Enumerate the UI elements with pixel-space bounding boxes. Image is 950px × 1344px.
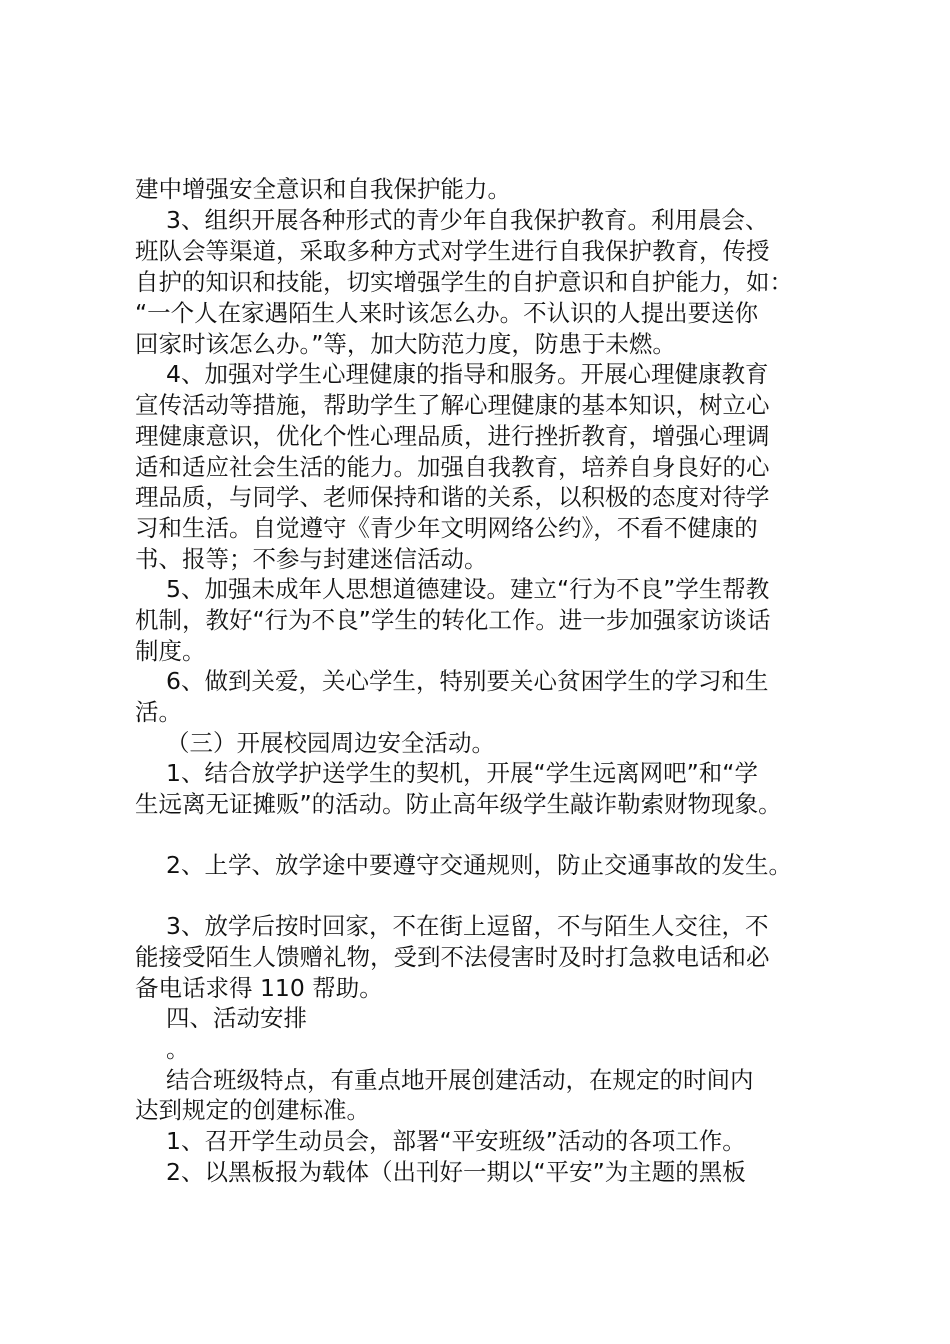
text-line: 2、上学、放学途中要遵守交通规则，防止交通事故的发生。	[166, 851, 792, 879]
text-line: 。	[166, 1035, 190, 1063]
text-line: 习和生活。自觉遵守《青少年文明网络公约》，不看不健康的	[135, 514, 758, 542]
text-line: 2、以黑板报为载体（出刊好一期以“平安”为主题的黑板	[166, 1158, 746, 1186]
text-line: 理品质，与同学、老师保持和谐的关系，以积极的态度对待学	[135, 483, 770, 511]
text-line: 宣传活动等措施，帮助学生了解心理健康的基本知识，树立心	[135, 391, 770, 419]
section-heading: 四、活动安排	[166, 1004, 307, 1032]
text-line: 生远离无证摊贩”的活动。防止高年级学生敲诈勒索财物现象。	[135, 790, 782, 818]
text-line: 1、结合放学护送学生的契机，开展“学生远离网吧”和“学	[166, 759, 758, 787]
text-line: 班队会等渠道，采取多种方式对学生进行自我保护教育，传授	[135, 237, 770, 265]
text-line: 自护的知识和技能，切实增强学生的自护意识和自护能力，如：	[135, 268, 793, 296]
text-line: 6、做到关爱，关心学生，特别要关心贫困学生的学习和生	[166, 667, 769, 695]
text-line: 备电话求得 110 帮助。	[135, 974, 383, 1002]
text-line: 书、报等；不参与封建迷信活动。	[135, 545, 488, 573]
text-line: 适和适应社会生活的能力。加强自我教育，培养自身良好的心	[135, 453, 770, 481]
text-line: 达到规定的创建标准。	[135, 1096, 370, 1124]
text-line: 结合班级特点，有重点地开展创建活动，在规定的时间内	[166, 1066, 754, 1094]
text-line: 能接受陌生人馈赠礼物，受到不法侵害时及时打急救电话和必	[135, 943, 770, 971]
text-line: 制度。	[135, 637, 206, 665]
text-line: 活。	[135, 698, 182, 726]
text-line: 建中增强安全意识和自我保护能力。	[135, 175, 511, 203]
text-line: 理健康意识，优化个性心理品质，进行挫折教育，增强心理调	[135, 422, 770, 450]
text-line: 4、加强对学生心理健康的指导和服务。开展心理健康教育	[166, 360, 769, 388]
text-line: 5、加强未成年人思想道德建设。建立“行为不良”学生帮教	[166, 575, 770, 603]
text-line: 3、放学后按时回家，不在街上逗留，不与陌生人交往，不	[166, 912, 769, 940]
text-line: “一个人在家遇陌生人来时该怎么办。不认识的人提出要送你	[135, 299, 759, 327]
text-line: 1、召开学生动员会，部署“平安班级”活动的各项工作。	[166, 1127, 746, 1155]
text-line: 回家时该怎么办。”等，加大防范力度，防患于未燃。	[135, 330, 676, 358]
text-line: 机制，教好“行为不良”学生的转化工作。进一步加强家访谈话	[135, 606, 771, 634]
text-line: 3、组织开展各种形式的青少年自我保护教育。利用晨会、	[166, 206, 769, 234]
text-line: （三）开展校园周边安全活动。	[166, 729, 495, 757]
